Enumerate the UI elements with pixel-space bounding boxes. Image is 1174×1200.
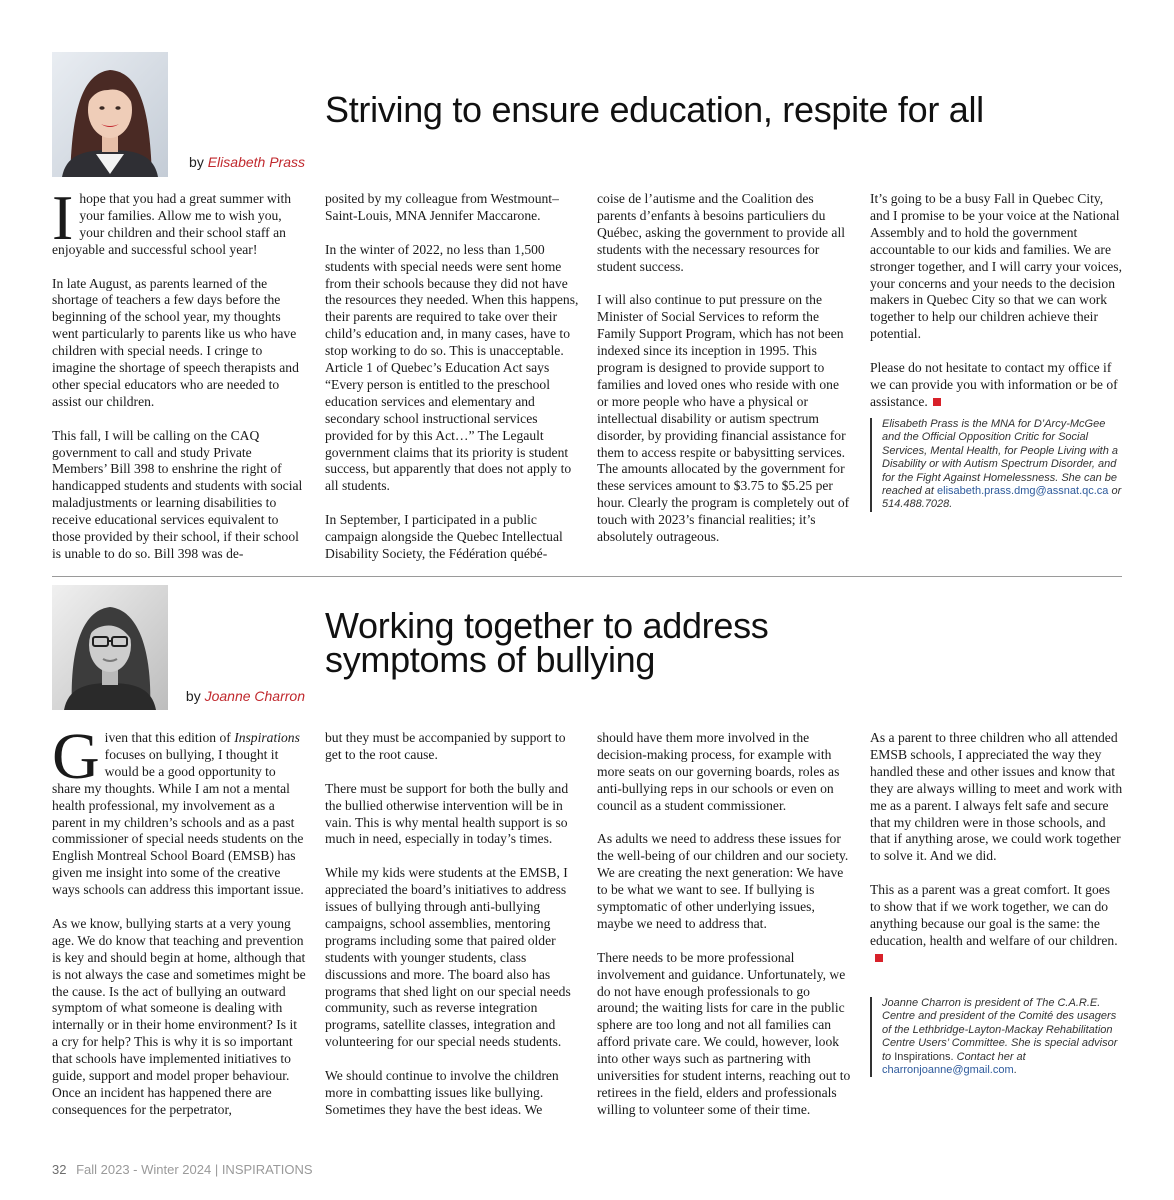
drop-cap: I: [52, 182, 74, 253]
paragraph: In the winter of 2022, no less than 1,500 students with special needs were sent home from their schools because they did not have the resources they needed. When this happens, their parents are required to take over their child’s education and, in many cases, have to stop working to do so. This is unacceptable. Article 1 of Quebec’s Education Act says “Every person is entitled to the preschool education services and elementary and secondary school instructional services provided for by this Act…” The Legault government claims that its priority is student success, but apparently that does not apply to all students.: [325, 241, 579, 494]
paragraph: should have them more involved in the decision-making process, for example with more seats on our governing boards, roles as anti-bullying reps in our schools or even on council as a student commissioner.: [597, 730, 840, 813]
bio-tail: or 514.488.7028.: [882, 485, 1122, 511]
article1-column-2: [325, 191, 579, 563]
article-title: Striving to ensure education, respite for all: [325, 89, 984, 130]
author-bio: [870, 418, 1126, 512]
paragraph: In September, I participated in a public campaign alongside the Quebec Intellectual Disability Society, the Fédération québé-: [325, 512, 563, 561]
paragraph: I will also continue to put pressure on the Minister of Social Services to reform the Family Support Program, which has not been indexed since its inception in 1995. This program is designed to provide support to families and loved ones who reside with one or more people who have a physical or intellectual disability or autism spectrum disorder, by providing financial assistance for them to access respite or babysitting services. The amounts allocated by the government for these services amount to $3.75 to $5.25 per hour. Clearly the program is completely out of touch with 2023’s financial realities; it’s absolutely outrageous.: [597, 292, 850, 545]
paragraph: It’s going to be a busy Fall in Quebec City, and I promise to be your voice at the National Assembly and to hold the government accountable to our kids and families. We are stronger together, and I will carry your voices, your concerns and your needs to the decision makers in Quebec City so that we can work together to help our children achieve their potential.: [870, 191, 1122, 342]
article1-column-1: [52, 182, 306, 563]
author-photo-joanne-charron: [52, 585, 168, 710]
paragraph: coise de l’autisme and the Coalition des parents d’enfants à besoins particuliers du Québec, asking the government to provide all students with the necessary resources for student success.: [597, 191, 846, 274]
byline-prefix: by: [189, 154, 204, 170]
author-photo-elisabeth-prass: [52, 52, 168, 177]
email-link[interactable]: charronjoanne@gmail.com: [882, 1064, 1014, 1077]
paragraph: As a parent to three children who all attended EMSB schools, I appreciated the way they handled these and other issues and know that they are always willing to meet and work with me as a parent. I always felt safe and secure that my children were in those schools, and that if anything arose, we could work together to solve it. And we did.: [870, 730, 1123, 864]
end-mark-icon: [875, 954, 883, 962]
paragraph: There must be support for both the bully and the bullied otherwise intervention will be in vain. This is why mental health support is so much in need, especially in today’s times.: [325, 780, 569, 847]
paragraph: Ihope that you had a great summer with your families. Allow me to wish you, your children and their school staff an enjoyable and successful school year!: [52, 182, 292, 257]
paragraph: There needs to be more professional involvement and guidance. Unfortunately, we do not have enough professionals to go around; the waiting lists for care in the public sphere are too long and not all families can afford private care. We could, however, look into other ways such as partnering with universities for student interns, reaching out to retirees in the field, elders and professionals willing to volunteer some of their time.: [597, 949, 851, 1117]
article-title: [325, 605, 769, 680]
paragraph: As we know, bullying starts at a very young age. We do know that teaching and prevention is key and should begin at home, although that is not always the case and sometimes might be the cause. Is the act of bullying an outward symptom of what someone is dealing with internally or in their home environment? Is it a cry for help? This is why it is so important that schools have implemented initiatives to guide, support and model proper behaviour. Once an incident has happened there are consequences for the perpetrator,: [52, 915, 306, 1117]
author-name: Elisabeth Prass: [207, 154, 305, 170]
article2-column-4: [870, 730, 1124, 967]
article1-column-4: [870, 191, 1124, 411]
paragraph: This as a parent was a great comfort. It goes to show that if we work together, we can do anything because our goal is the same: the education, health and welfare of our children.: [870, 882, 1124, 967]
byline-joanne-charron: [186, 688, 305, 704]
issue-label: Fall 2023 - Winter 2024 | INSPIRATIONS: [76, 1162, 313, 1177]
paragraph: Please do not hesitate to contact my office if we can provide you with information or be of assistance.: [870, 360, 1118, 409]
page-number: 32: [52, 1162, 67, 1177]
paragraph: As adults we need to address these issues for the well-being of our children and our society. We are creating the next generation: We have to be what we want to see. If bullying is symptomatic of other underlying issues, maybe we need to address that.: [597, 831, 849, 931]
bio-text: Elisabeth Prass is the MNA for D’Arcy-McGee and the Official Opposition Critic for Social Services, Mental Health, for People Living with a Disability or with Autism Spectrum Disorder, and for the Fight Against Homelessness. She can be reached at: [882, 418, 1119, 498]
title-line-2: symptoms of bullying: [325, 639, 656, 680]
paragraph: This fall, I will be calling on the CAQ government to call and study Private Members’ Bill 398 to enshrine the right of handicapped students and students with social maladjustments or learning disabilities to receive educational services equivalent to those provided by their school, if their school is unable to do so. Bill 398 was de-: [52, 427, 303, 561]
paragraph: posited by my colleague from Westmount–Saint-Louis, MNA Jennifer Maccarone.: [325, 191, 559, 223]
byline-prefix: by: [185, 688, 201, 704]
paragraph: but they must be accompanied by support to get to the root cause.: [325, 730, 566, 762]
end-mark-icon: [933, 398, 941, 406]
title-line-1: Working together to address: [325, 605, 769, 646]
article2-column-1: [52, 720, 306, 1119]
article1-column-3: [597, 191, 851, 546]
bio-end: .: [1013, 1064, 1017, 1077]
article2-column-3: [597, 730, 851, 1119]
page-footer: [52, 1162, 313, 1177]
paragraph: We should continue to involve the children more in combatting issues like bullying. Sometimes they have the best ideas. We: [325, 1068, 559, 1117]
section-divider: [52, 576, 1122, 577]
author-bio: [870, 997, 1126, 1077]
bio-text: Joanne Charron is president of The C.A.R.E. Centre and president of the Comité des usagers of the Lethbridge-Layton-Mackay Rehabilitation Centre Users’ Committee. She is special advisor to: [882, 997, 1118, 1063]
paragraph: While my kids were students at the EMSB, I appreciated the board’s initiatives to address issues of bullying through anti-bullying campaigns, school assemblies, mentoring programs including some that paired older students with younger students, class discussions and more. The board also has programs that shed light on our special needs community, such as reverse integration programs, satellite classes, integration and volunteering for our special needs students.: [325, 865, 571, 1050]
publication-name: Inspirations: [234, 730, 300, 745]
bio-publication: Inspirations.: [894, 1050, 954, 1063]
article2-column-2: [325, 730, 579, 1119]
byline-elisabeth-prass: [189, 154, 305, 170]
author-name: Joanne Charron: [204, 688, 305, 704]
paragraph: In late August, as parents learned of the shortage of teachers a few days before the beginning of the school year, my thoughts went particularly to parents like us who have children with special needs. I cringe to imagine the shortage of speech therapists and other special educators who are needed to assist our children.: [52, 275, 299, 409]
email-link[interactable]: elisabeth.prass.dmg@assnat.qc.ca: [937, 485, 1109, 498]
paragraph: Given that this edition of Inspirations focuses on bullying, I thought it would be a good opportunity to share my thoughts. While I am not a mental health professional, my involvement as a parent in my children’s schools and as a past commissioner of special needs students on the English Montreal School Board (EMSB) has given me insight into some of the creative ways schools can address this important issue.: [52, 720, 304, 898]
drop-cap: G: [52, 720, 100, 793]
bio-contact: Contact her at: [956, 1050, 1026, 1063]
